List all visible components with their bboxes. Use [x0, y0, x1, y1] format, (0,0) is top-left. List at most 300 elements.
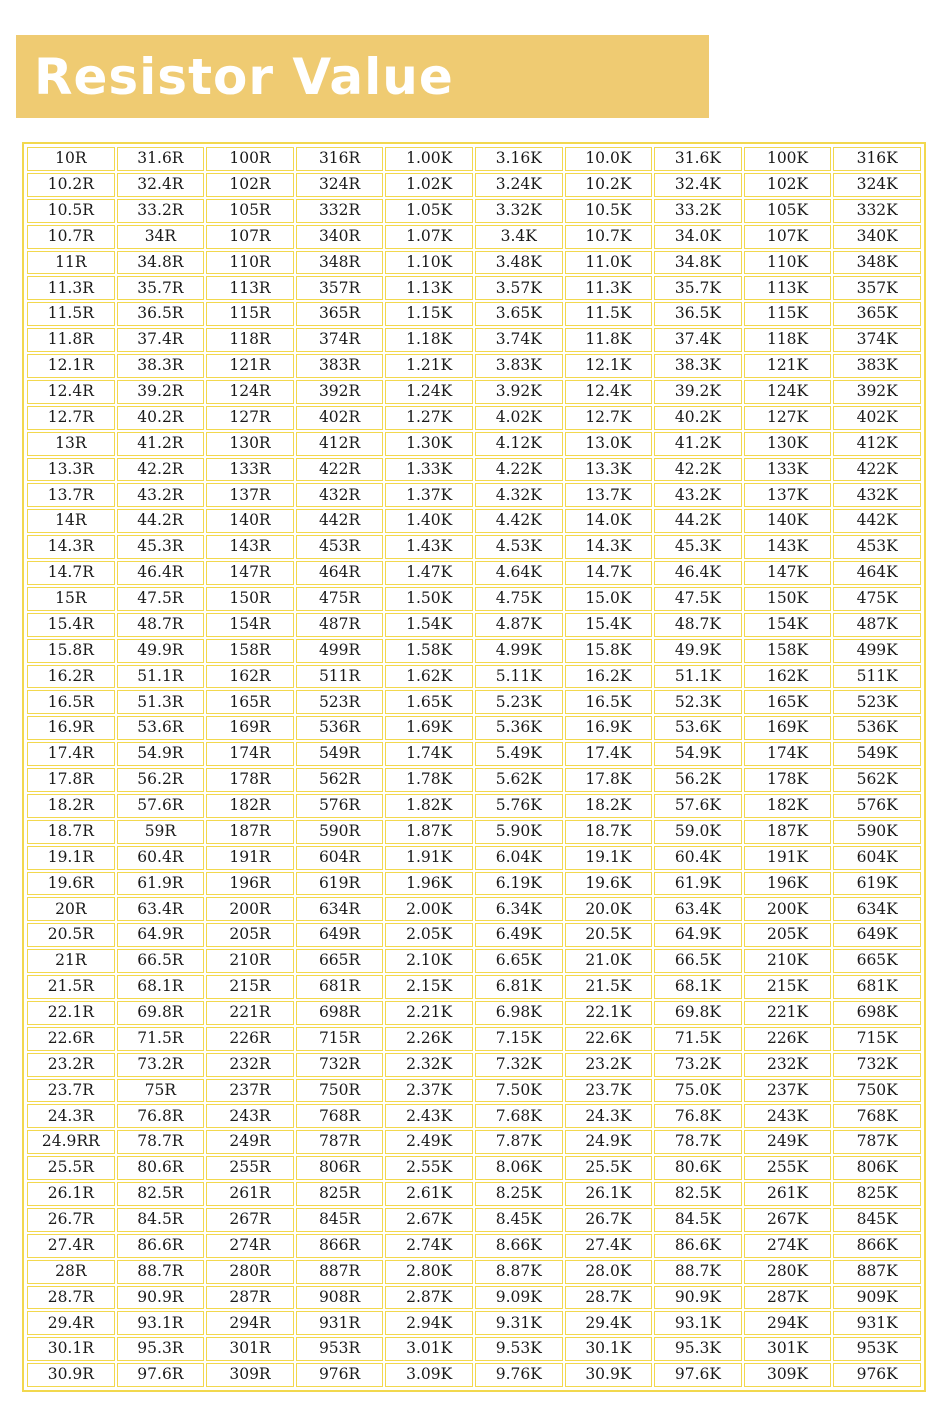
resistor-value-cell: 4.02K [475, 406, 563, 430]
resistor-value-cell: 1.07K [385, 225, 473, 249]
resistor-value-cell: 51.1R [117, 665, 205, 689]
resistor-value-cell: 49.9R [117, 639, 205, 663]
resistor-value-cell: 274R [206, 1234, 294, 1258]
resistor-value-cell: 127K [744, 406, 832, 430]
resistor-value-cell: 698K [833, 1001, 921, 1025]
resistor-value-cell: 39.2R [117, 380, 205, 404]
resistor-value-cell: 147K [744, 561, 832, 585]
resistor-value-cell: 24.9RR [27, 1130, 115, 1154]
resistor-value-cell: 487R [296, 613, 384, 637]
resistor-value-cell: 41.2K [654, 432, 742, 456]
resistor-value-cell: 47.5K [654, 587, 742, 611]
resistor-value-cell: 37.4K [654, 328, 742, 352]
resistor-value-cell: 93.1R [117, 1311, 205, 1335]
resistor-value-cell: 5.90K [475, 820, 563, 844]
table-row [27, 561, 921, 585]
resistor-value-cell: 287R [206, 1286, 294, 1310]
table-row [27, 1156, 921, 1180]
resistor-value-cell: 95.3R [117, 1337, 205, 1361]
resistor-value-cell: 20R [27, 897, 115, 921]
resistor-value-cell: 9.09K [475, 1286, 563, 1310]
resistor-value-cell: 1.43K [385, 535, 473, 559]
resistor-value-cell: 26.7R [27, 1208, 115, 1232]
resistor-value-cell: 182K [744, 794, 832, 818]
resistor-value-cell: 66.5R [117, 949, 205, 973]
resistor-value-cell: 3.24K [475, 173, 563, 197]
resistor-value-cell: 11.8R [27, 328, 115, 352]
resistor-value-cell: 45.3R [117, 535, 205, 559]
resistor-value-cell: 56.2R [117, 768, 205, 792]
resistor-value-cell: 82.5R [117, 1182, 205, 1206]
resistor-value-cell: 26.7K [565, 1208, 653, 1232]
resistor-value-cell: 18.7R [27, 820, 115, 844]
resistor-value-cell: 150K [744, 587, 832, 611]
table-row [27, 354, 921, 378]
resistor-value-cell: 750K [833, 1079, 921, 1103]
resistor-value-cell: 5.76K [475, 794, 563, 818]
resistor-value-cell: 825K [833, 1182, 921, 1206]
resistor-value-cell: 38.3R [117, 354, 205, 378]
resistor-value-cell: 10.2K [565, 173, 653, 197]
resistor-value-cell: 1.24K [385, 380, 473, 404]
resistor-value-cell: 162R [206, 665, 294, 689]
resistor-value-table-frame [22, 142, 926, 1392]
resistor-value-cell: 432K [833, 483, 921, 507]
resistor-value-cell: 280R [206, 1260, 294, 1284]
resistor-value-cell: 422K [833, 458, 921, 482]
table-row [27, 820, 921, 844]
resistor-value-cell: 1.69K [385, 716, 473, 740]
resistor-value-cell: 11.3K [565, 276, 653, 300]
resistor-value-cell: 8.25K [475, 1182, 563, 1206]
resistor-value-cell: 249K [744, 1130, 832, 1154]
resistor-value-cell: 402K [833, 406, 921, 430]
resistor-value-cell: 110K [744, 251, 832, 275]
resistor-value-cell: 523K [833, 690, 921, 714]
resistor-value-cell: 53.6R [117, 716, 205, 740]
resistor-value-cell: 2.80K [385, 1260, 473, 1284]
resistor-value-cell: 649K [833, 923, 921, 947]
table-row [27, 225, 921, 249]
resistor-value-cell: 845R [296, 1208, 384, 1232]
resistor-value-cell: 340K [833, 225, 921, 249]
resistor-value-cell: 13.3R [27, 458, 115, 482]
resistor-value-cell: 13.7R [27, 483, 115, 507]
resistor-value-cell: 4.53K [475, 535, 563, 559]
resistor-value-cell: 49.9K [654, 639, 742, 663]
resistor-value-cell: 453R [296, 535, 384, 559]
resistor-value-cell: 6.81K [475, 975, 563, 999]
resistor-value-cell: 54.9K [654, 742, 742, 766]
resistor-value-cell: 59.0K [654, 820, 742, 844]
resistor-value-cell: 28R [27, 1260, 115, 1284]
table-row [27, 199, 921, 223]
resistor-value-cell: 76.8R [117, 1104, 205, 1128]
resistor-value-cell: 255R [206, 1156, 294, 1180]
resistor-value-cell: 681R [296, 975, 384, 999]
resistor-value-cell: 18.2K [565, 794, 653, 818]
resistor-value-cell: 10.5K [565, 199, 653, 223]
resistor-value-cell: 124K [744, 380, 832, 404]
resistor-value-cell: 13.7K [565, 483, 653, 507]
resistor-value-cell: 11.0K [565, 251, 653, 275]
resistor-value-cell: 54.9R [117, 742, 205, 766]
resistor-value-cell: 3.09K [385, 1363, 473, 1387]
resistor-value-cell: 31.6R [117, 147, 205, 171]
resistor-value-cell: 681K [833, 975, 921, 999]
resistor-value-cell: 1.33K [385, 458, 473, 482]
resistor-value-cell: 16.9R [27, 716, 115, 740]
resistor-value-cell: 976K [833, 1363, 921, 1387]
resistor-value-cell: 124R [206, 380, 294, 404]
resistor-value-cell: 46.4K [654, 561, 742, 585]
table-row [27, 1311, 921, 1335]
resistor-value-cell: 27.4R [27, 1234, 115, 1258]
resistor-value-cell: 432R [296, 483, 384, 507]
resistor-value-cell: 80.6R [117, 1156, 205, 1180]
resistor-value-cell: 15.4K [565, 613, 653, 637]
resistor-value-cell: 6.04K [475, 846, 563, 870]
resistor-value-cell: 2.32K [385, 1053, 473, 1077]
resistor-value-cell: 732R [296, 1053, 384, 1077]
resistor-value-cell: 26.1R [27, 1182, 115, 1206]
table-row [27, 1363, 921, 1387]
table-row [27, 716, 921, 740]
resistor-value-table [25, 145, 923, 1389]
table-row [27, 690, 921, 714]
resistor-value-cell: 35.7K [654, 276, 742, 300]
resistor-value-cell: 1.27K [385, 406, 473, 430]
resistor-value-cell: 412K [833, 432, 921, 456]
resistor-value-cell: 261K [744, 1182, 832, 1206]
resistor-value-cell: 88.7K [654, 1260, 742, 1284]
resistor-value-cell: 332K [833, 199, 921, 223]
resistor-value-cell: 374K [833, 328, 921, 352]
resistor-value-cell: 316R [296, 147, 384, 171]
table-row [27, 613, 921, 637]
resistor-value-cell: 140R [206, 509, 294, 533]
resistor-value-cell: 140K [744, 509, 832, 533]
resistor-value-cell: 249R [206, 1130, 294, 1154]
resistor-value-cell: 36.5R [117, 302, 205, 326]
resistor-value-cell: 1.58K [385, 639, 473, 663]
resistor-value-cell: 34R [117, 225, 205, 249]
resistor-value-cell: 9.31K [475, 1311, 563, 1335]
resistor-value-cell: 75R [117, 1079, 205, 1103]
resistor-value-cell: 1.54K [385, 613, 473, 637]
resistor-value-cell: 3.32K [475, 199, 563, 223]
resistor-value-cell: 3.83K [475, 354, 563, 378]
table-row [27, 458, 921, 482]
resistor-value-cell: 40.2R [117, 406, 205, 430]
resistor-value-cell: 48.7K [654, 613, 742, 637]
resistor-value-cell: 12.1R [27, 354, 115, 378]
resistor-value-cell: 3.65K [475, 302, 563, 326]
resistor-value-cell: 3.01K [385, 1337, 473, 1361]
table-row [27, 380, 921, 404]
resistor-value-cell: 162K [744, 665, 832, 689]
table-row [27, 768, 921, 792]
resistor-value-cell: 107R [206, 225, 294, 249]
resistor-value-cell: 30.1K [565, 1337, 653, 1361]
resistor-value-cell: 8.87K [475, 1260, 563, 1284]
resistor-value-cell: 221R [206, 1001, 294, 1025]
resistor-value-cell: 634K [833, 897, 921, 921]
resistor-value-cell: 17.4K [565, 742, 653, 766]
resistor-value-cell: 15R [27, 587, 115, 611]
table-row [27, 147, 921, 171]
resistor-value-cell: 174K [744, 742, 832, 766]
resistor-value-cell: 154K [744, 613, 832, 637]
resistor-value-cell: 16.5R [27, 690, 115, 714]
resistor-value-cell: 243K [744, 1104, 832, 1128]
resistor-value-cell: 59R [117, 820, 205, 844]
resistor-value-cell: 787R [296, 1130, 384, 1154]
resistor-value-cell: 6.34K [475, 897, 563, 921]
resistor-value-cell: 499R [296, 639, 384, 663]
resistor-value-cell: 2.21K [385, 1001, 473, 1025]
resistor-value-cell: 24.3K [565, 1104, 653, 1128]
resistor-value-cell: 27.4K [565, 1234, 653, 1258]
resistor-value-cell: 178K [744, 768, 832, 792]
resistor-value-cell: 22.6K [565, 1027, 653, 1051]
table-row [27, 975, 921, 999]
resistor-value-cell: 2.10K [385, 949, 473, 973]
resistor-value-cell: 5.23K [475, 690, 563, 714]
resistor-value-cell: 12.7K [565, 406, 653, 430]
resistor-value-cell: 102K [744, 173, 832, 197]
resistor-value-cell: 665R [296, 949, 384, 973]
resistor-value-cell: 34.8R [117, 251, 205, 275]
resistor-value-cell: 86.6R [117, 1234, 205, 1258]
resistor-value-cell: 887R [296, 1260, 384, 1284]
table-row [27, 1001, 921, 1025]
table-row [27, 251, 921, 275]
resistor-value-cell: 2.15K [385, 975, 473, 999]
resistor-value-cell: 42.2R [117, 458, 205, 482]
resistor-value-cell: 422R [296, 458, 384, 482]
resistor-value-cell: 51.1K [654, 665, 742, 689]
resistor-value-cell: 215K [744, 975, 832, 999]
table-row [27, 639, 921, 663]
resistor-value-cell: 16.9K [565, 716, 653, 740]
resistor-value-cell: 287K [744, 1286, 832, 1310]
resistor-value-cell: 332R [296, 199, 384, 223]
resistor-value-cell: 523R [296, 690, 384, 714]
resistor-value-cell: 392R [296, 380, 384, 404]
resistor-value-cell: 6.19K [475, 872, 563, 896]
table-row [27, 509, 921, 533]
resistor-value-cell: 732K [833, 1053, 921, 1077]
resistor-value-cell: 6.98K [475, 1001, 563, 1025]
resistor-value-cell: 107K [744, 225, 832, 249]
resistor-value-cell: 52.3K [654, 690, 742, 714]
resistor-value-cell: 1.21K [385, 354, 473, 378]
table-row [27, 949, 921, 973]
resistor-value-cell: 30.1R [27, 1337, 115, 1361]
resistor-value-cell: 10.7K [565, 225, 653, 249]
resistor-value-cell: 34.0K [654, 225, 742, 249]
resistor-value-cell: 348R [296, 251, 384, 275]
resistor-value-cell: 71.5K [654, 1027, 742, 1051]
resistor-value-cell: 35.7R [117, 276, 205, 300]
resistor-value-cell: 200K [744, 897, 832, 921]
resistor-value-cell: 11.8K [565, 328, 653, 352]
resistor-value-cell: 2.74K [385, 1234, 473, 1258]
resistor-value-cell: 90.9K [654, 1286, 742, 1310]
resistor-value-cell: 97.6R [117, 1363, 205, 1387]
resistor-value-cell: 23.2K [565, 1053, 653, 1077]
resistor-value-cell: 15.8K [565, 639, 653, 663]
resistor-value-cell: 3.92K [475, 380, 563, 404]
resistor-value-cell: 205K [744, 923, 832, 947]
table-row [27, 432, 921, 456]
resistor-value-cell: 16.2R [27, 665, 115, 689]
resistor-value-cell: 143R [206, 535, 294, 559]
resistor-value-cell: 22.1R [27, 1001, 115, 1025]
resistor-value-cell: 56.2K [654, 768, 742, 792]
resistor-value-cell: 549R [296, 742, 384, 766]
resistor-value-cell: 30.9R [27, 1363, 115, 1387]
resistor-value-cell: 44.2K [654, 509, 742, 533]
resistor-value-cell: 11R [27, 251, 115, 275]
resistor-value-cell: 66.5K [654, 949, 742, 973]
resistor-value-cell: 590R [296, 820, 384, 844]
resistor-value-cell: 243R [206, 1104, 294, 1128]
resistor-value-cell: 4.75K [475, 587, 563, 611]
resistor-value-cell: 5.36K [475, 716, 563, 740]
resistor-value-cell: 38.3K [654, 354, 742, 378]
table-row [27, 173, 921, 197]
resistor-value-cell: 154R [206, 613, 294, 637]
resistor-value-cell: 150R [206, 587, 294, 611]
resistor-value-cell: 16.2K [565, 665, 653, 689]
resistor-value-cell: 22.6R [27, 1027, 115, 1051]
resistor-value-cell: 453K [833, 535, 921, 559]
resistor-value-cell: 68.1K [654, 975, 742, 999]
resistor-value-cell: 8.45K [475, 1208, 563, 1232]
resistor-value-cell: 15.8R [27, 639, 115, 663]
resistor-value-cell: 14R [27, 509, 115, 533]
resistor-value-cell: 133R [206, 458, 294, 482]
resistor-value-cell: 10R [27, 147, 115, 171]
resistor-value-cell: 536R [296, 716, 384, 740]
resistor-value-cell: 12.4K [565, 380, 653, 404]
resistor-value-cell: 324K [833, 173, 921, 197]
resistor-value-cell: 205R [206, 923, 294, 947]
resistor-value-cell: 18.2R [27, 794, 115, 818]
table-row [27, 846, 921, 870]
resistor-value-cell: 2.87K [385, 1286, 473, 1310]
resistor-value-cell: 590K [833, 820, 921, 844]
resistor-value-cell: 15.0K [565, 587, 653, 611]
resistor-value-cell: 23.7K [565, 1079, 653, 1103]
resistor-value-cell: 13R [27, 432, 115, 456]
resistor-value-cell: 57.6R [117, 794, 205, 818]
title-banner [16, 35, 709, 118]
table-row [27, 483, 921, 507]
resistor-value-cell: 3.74K [475, 328, 563, 352]
resistor-value-cell: 118R [206, 328, 294, 352]
resistor-value-cell: 121K [744, 354, 832, 378]
resistor-value-cell: 1.18K [385, 328, 473, 352]
resistor-value-cell: 57.6K [654, 794, 742, 818]
resistor-value-cell: 634R [296, 897, 384, 921]
resistor-value-cell: 113K [744, 276, 832, 300]
resistor-value-cell: 2.43K [385, 1104, 473, 1128]
resistor-value-cell: 7.68K [475, 1104, 563, 1128]
resistor-value-cell: 73.2R [117, 1053, 205, 1077]
resistor-value-cell: 649R [296, 923, 384, 947]
resistor-value-cell: 105R [206, 199, 294, 223]
resistor-value-cell: 28.7R [27, 1286, 115, 1310]
table-row [27, 872, 921, 896]
resistor-value-cell: 97.6K [654, 1363, 742, 1387]
table-row [27, 794, 921, 818]
page-title: Resistor Value [34, 47, 454, 106]
resistor-value-cell: 8.06K [475, 1156, 563, 1180]
resistor-value-cell: 187R [206, 820, 294, 844]
resistor-value-cell: 294R [206, 1311, 294, 1335]
resistor-value-cell: 866K [833, 1234, 921, 1258]
resistor-value-cell: 23.7R [27, 1079, 115, 1103]
resistor-value-cell: 174R [206, 742, 294, 766]
resistor-value-cell: 115K [744, 302, 832, 326]
resistor-value-cell: 44.2R [117, 509, 205, 533]
table-row [27, 665, 921, 689]
resistor-value-cell: 158R [206, 639, 294, 663]
resistor-value-cell: 10.5R [27, 199, 115, 223]
resistor-value-cell: 1.10K [385, 251, 473, 275]
resistor-value-cell: 12.1K [565, 354, 653, 378]
table-row [27, 328, 921, 352]
resistor-value-cell: 301K [744, 1337, 832, 1361]
resistor-value-cell: 13.3K [565, 458, 653, 482]
resistor-value-cell: 3.48K [475, 251, 563, 275]
resistor-value-cell: 51.3R [117, 690, 205, 714]
resistor-value-cell: 68.1R [117, 975, 205, 999]
resistor-value-cell: 976R [296, 1363, 384, 1387]
resistor-value-cell: 14.0K [565, 509, 653, 533]
resistor-value-cell: 365R [296, 302, 384, 326]
resistor-value-cell: 45.3K [654, 535, 742, 559]
resistor-value-cell: 294K [744, 1311, 832, 1335]
resistor-value-cell: 169R [206, 716, 294, 740]
resistor-value-cell: 32.4K [654, 173, 742, 197]
resistor-value-cell: 82.5K [654, 1182, 742, 1206]
resistor-value-cell: 76.8K [654, 1104, 742, 1128]
resistor-value-cell: 16.5K [565, 690, 653, 714]
table-row [27, 406, 921, 430]
resistor-value-cell: 196K [744, 872, 832, 896]
resistor-value-cell: 42.2K [654, 458, 742, 482]
resistor-value-cell: 562K [833, 768, 921, 792]
resistor-value-cell: 237K [744, 1079, 832, 1103]
resistor-value-cell: 43.2R [117, 483, 205, 507]
resistor-value-cell: 1.87K [385, 820, 473, 844]
resistor-value-cell: 19.1R [27, 846, 115, 870]
resistor-value-cell: 348K [833, 251, 921, 275]
resistor-value-cell: 14.3K [565, 535, 653, 559]
resistor-value-cell: 475K [833, 587, 921, 611]
resistor-value-cell: 7.15K [475, 1027, 563, 1051]
resistor-value-cell: 24.3R [27, 1104, 115, 1128]
resistor-value-cell: 39.2K [654, 380, 742, 404]
resistor-value-cell: 19.6K [565, 872, 653, 896]
table-body [27, 147, 921, 1387]
resistor-value-cell: 931K [833, 1311, 921, 1335]
resistor-value-cell: 2.67K [385, 1208, 473, 1232]
